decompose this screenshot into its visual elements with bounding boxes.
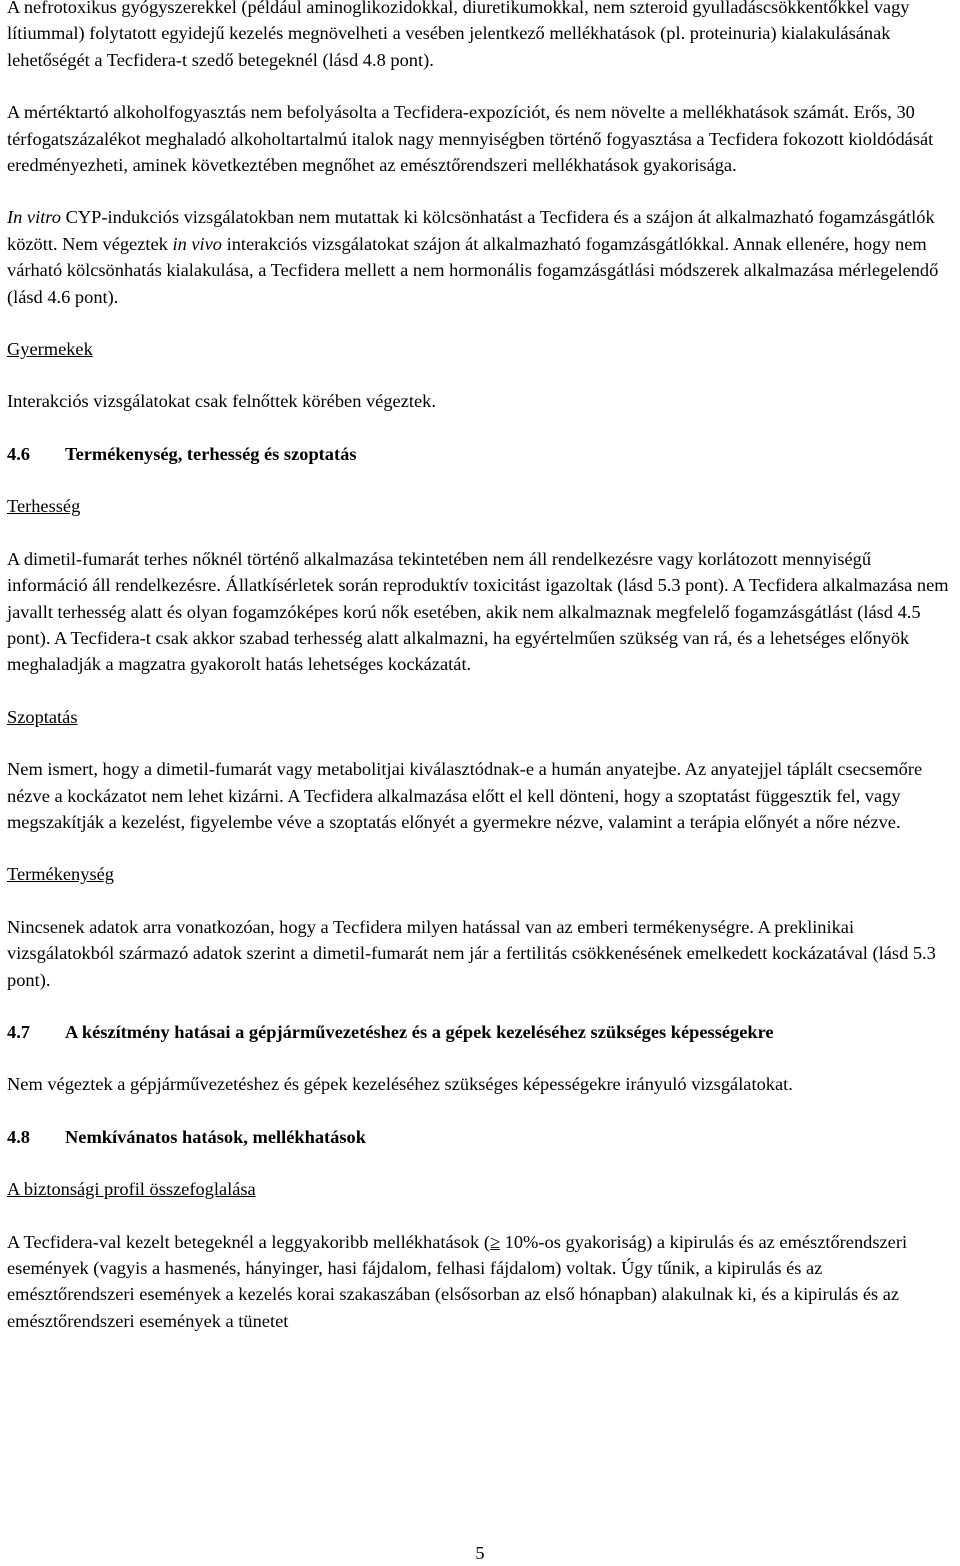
- contraceptives-text-2: interakciós vizsgálatokat szájon át alkalmazható fogamzásgátlókkal. Annak ellenére, hogy nem várható kölcsönhatás kialakulása, a Tecfidera mellett a nem hormonális fogamzásgátlási módszerek alkalmazása mérlegelendő (lásd 4.6 pont).: [7, 233, 939, 307]
- contraceptives-text-1: CYP-indukciós vizsgálatokban nem mutattak ki kölcsönhatást a Tecfidera és a szájon át alkalmazható fogamzásgátlók között. Nem végeztek: [7, 207, 935, 254]
- paragraph-alcohol: A mértéktartó alkoholfogyasztás nem befolyásolta a Tecfidera-expozíciót, és nem növelte a mellékhatások számát. Erős, 30 térfogatszázalékot meghaladó alkoholtartalmú italok nagy mennyiségben történő fogyasztása a Tecfidera fokozott kioldódását eredményezheti, aminek következtében megnőhet az emésztőrendszeri mellékhatások gyakorisága.: [7, 102, 934, 176]
- paragraph-safety-summary: [7, 1229, 953, 1335]
- section-4-7-number: 4.7: [7, 1021, 30, 1042]
- section-4-8-title: Nemkívánatos hatások, mellékhatások: [65, 1126, 366, 1147]
- heading-terhesseg: Terhesség: [7, 496, 81, 517]
- section-4-7-heading: [7, 1019, 953, 1045]
- paragraph-children: Interakciós vizsgálatokat csak felnőttek körében végeztek.: [7, 391, 436, 412]
- section-4-8-number: 4.8: [7, 1126, 30, 1147]
- paragraph-pregnancy: A dimetil-fumarát terhes nőknél történő alkalmazása tekintetében nem áll rendelkezésre vagy korlátozott mennyiségű információ áll rendelkezésre. Állatkísérletek során reproduktív toxicitást igazoltak (lásd 5.3 pont). A Tecfidera alkalmazása nem javallt terhesség alatt és olyan fogamzóképes korú nők esetében, akik nem alkalmaznak megfelelő fogamzásgátlást (lásd 4.5 pont). A Tecfidera-t csak akkor szabad terhesség alatt alkalmazni, ha egyértelműen szükség van rá, és a lehetséges előnyök meghaladják a magzatra gyakorolt hatás lehetséges kockázatát.: [7, 548, 949, 675]
- paragraph-breastfeeding: Nem ismert, hogy a dimetil-fumarát vagy metabolitjai kiválasztódnak-e a humán anyatejbe. Az anyatejjel táplált csecsemőre nézve a kockázatot nem lehet kizárni. A Tecfidera alkalmazása előtt el kell dönteni, hogy a szoptatást függesztik fel, vagy megszakítják a kezelést, figyelembe véve a szoptatás előnyét a gyermekre nézve, valamint a terápia előnyét a nőre nézve.: [7, 759, 923, 832]
- safety-text-2: 10%-os gyakoriság) a kipirulás és az emésztőrendszeri események (vagyis a hasmenés, hányinger, hasi fájdalom, felhasi fájdalom) voltak. Úgy tűnik, a kipirulás és az emésztőrendszeri események a kezelés korai szakaszában (elsősorban az első hónapban) alakulnak ki, és a kipirulás és az emésztőrendszeri események a tünetet: [7, 1231, 908, 1331]
- paragraph-driving: Nem végeztek a gépjárművezetéshez és gépek kezeléséhez szükséges képességekre irányuló vizsgálatokat.: [7, 1074, 793, 1095]
- in-vitro-italic: In vitro: [7, 207, 61, 228]
- heading-szoptatas: Szoptatás: [7, 706, 78, 727]
- section-4-6-number: 4.6: [7, 443, 30, 464]
- safety-text-1: A Tecfidera-val kezelt betegeknél a leggyakoribb mellékhatások (: [7, 1231, 490, 1252]
- section-4-7-title: A készítmény hatásai a gépjárművezetéshez és a gépek kezeléséhez szükséges képességekre: [65, 1021, 774, 1042]
- section-4-6-title: Termékenység, terhesség és szoptatás: [65, 443, 357, 464]
- heading-gyermekek: Gyermekek: [7, 339, 93, 360]
- greater-equal-symbol: ≥: [489, 1231, 501, 1252]
- heading-safety-profile: A biztonsági profil összefoglalása: [7, 1179, 256, 1200]
- paragraph-contraceptives: [7, 204, 953, 310]
- paragraph-nephrotoxic: A nefrotoxikus gyógyszerekkel (például aminoglikozidokkal, diuretikumokkal, nem szteroid gyulladáscsökkentőkkel vagy lítiummal) folytatott egyidejű kezelés megnövelheti a vesében jelentkező mellékhatások (pl. proteinuria) kialakulásának lehetőségét a Tecfidera-t szedő betegeknél (lásd 4.8 pont).: [7, 0, 910, 70]
- heading-termekenyseg: Termékenység: [7, 864, 114, 885]
- in-vivo-italic: in vivo: [172, 233, 222, 254]
- section-4-6-heading: [7, 441, 953, 467]
- paragraph-fertility: Nincsenek adatok arra vonatkozóan, hogy a Tecfidera milyen hatással van az emberi termékenységre. A preklinikai vizsgálatokból származó adatok szerint a dimetil-fumarát nem jár a fertilitás csökkenésének emelkedett kockázatával (lásd 5.3 pont).: [7, 916, 936, 990]
- page-number: 5: [475, 1543, 485, 1563]
- section-4-8-heading: [7, 1124, 953, 1150]
- document-page: [7, 0, 953, 1334]
